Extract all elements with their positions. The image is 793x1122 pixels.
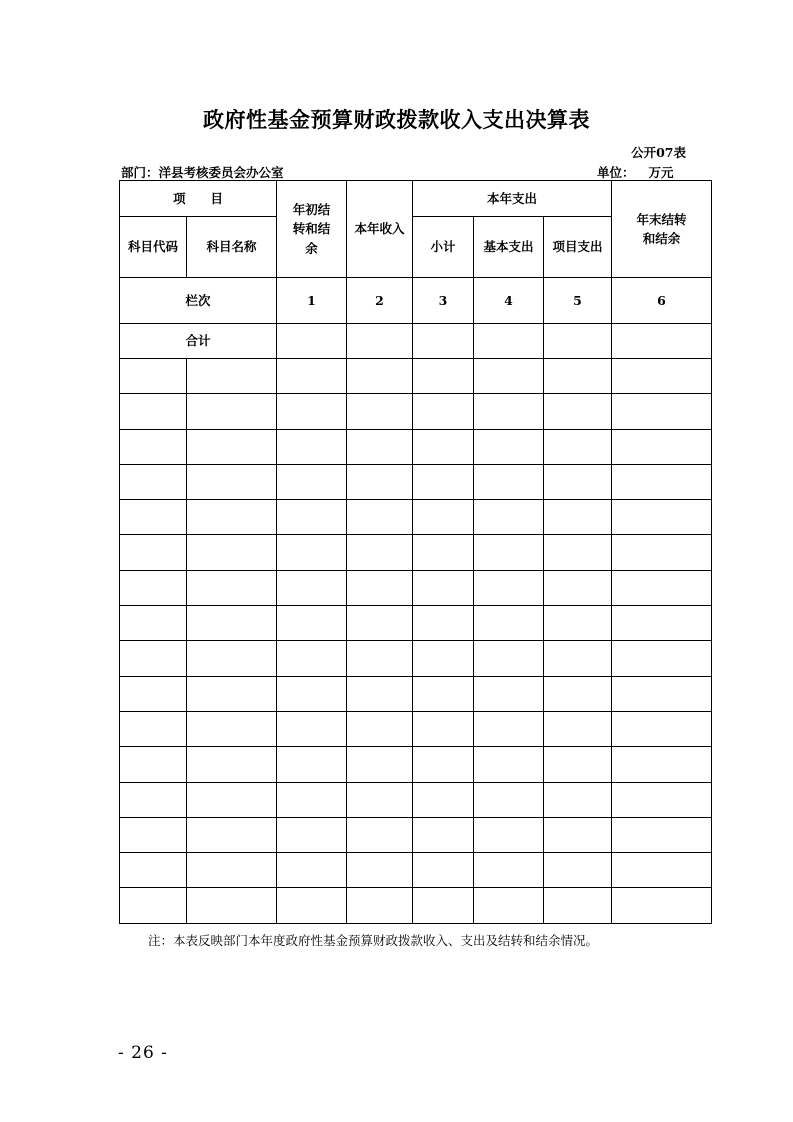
table-row [120, 464, 712, 499]
table-cell [187, 853, 277, 888]
table-cell [187, 535, 277, 570]
table-cell [413, 394, 474, 429]
unit-label [597, 163, 674, 181]
table-cell [544, 888, 612, 923]
table-cell [347, 853, 413, 888]
table-cell [544, 500, 612, 535]
table-cell [347, 817, 413, 852]
table-row [120, 570, 712, 605]
table-cell [347, 500, 413, 535]
table-cell [612, 500, 712, 535]
table-cell [120, 853, 187, 888]
table-cell [277, 570, 347, 605]
table-cell [612, 641, 712, 676]
table-cell [277, 606, 347, 641]
table-cell [347, 711, 413, 746]
header-project: 项目支出 [544, 217, 612, 278]
header-expenditure: 本年支出 [413, 181, 612, 217]
table-cell [612, 888, 712, 923]
table-cell [474, 817, 544, 852]
table-cell [544, 606, 612, 641]
table-row [120, 817, 712, 852]
table-cell [347, 570, 413, 605]
budget-table [119, 180, 712, 924]
table-cell [474, 711, 544, 746]
table-cell [413, 782, 474, 817]
table-row [120, 429, 712, 464]
table-cell [347, 429, 413, 464]
table-cell [544, 324, 612, 359]
table-cell [612, 535, 712, 570]
table-cell [277, 711, 347, 746]
table-cell [120, 676, 187, 711]
table-row [120, 641, 712, 676]
column-number: 5 [544, 278, 612, 324]
table-cell [612, 464, 712, 499]
table-cell [120, 606, 187, 641]
column-number: 6 [612, 278, 712, 324]
header-row-1 [120, 181, 712, 217]
table-cell [277, 817, 347, 852]
table-cell [120, 817, 187, 852]
column-number: 4 [474, 278, 544, 324]
table-cell [413, 888, 474, 923]
table-cell [120, 535, 187, 570]
table-cell [544, 817, 612, 852]
table-cell [474, 324, 544, 359]
table-cell [347, 888, 413, 923]
table-cell [612, 711, 712, 746]
table-row [120, 782, 712, 817]
page-number: - 26 - [118, 1043, 168, 1063]
table-cell [277, 535, 347, 570]
table-cell [474, 535, 544, 570]
table-cell [187, 782, 277, 817]
table-cell [347, 535, 413, 570]
table-cell [277, 782, 347, 817]
table-row [120, 747, 712, 782]
table-cell [612, 394, 712, 429]
table-cell [187, 888, 277, 923]
table-cell [187, 676, 277, 711]
table-cell [347, 324, 413, 359]
table-cell [474, 782, 544, 817]
column-number: 1 [277, 278, 347, 324]
table-cell [474, 394, 544, 429]
table-row [120, 394, 712, 429]
table-cell [187, 429, 277, 464]
table-cell [413, 853, 474, 888]
table-cell [544, 782, 612, 817]
table-cell [120, 711, 187, 746]
table-cell [187, 464, 277, 499]
table-cell [120, 570, 187, 605]
page-title: 政府性基金预算财政拨款收入支出决算表 [203, 107, 590, 132]
column-number: 2 [347, 278, 413, 324]
table-row [120, 711, 712, 746]
table-cell [413, 464, 474, 499]
table-cell [474, 676, 544, 711]
header-income: 本年收入 [347, 181, 413, 278]
header-closing-balance: 年末结转和结余 [612, 181, 712, 278]
table-cell [347, 394, 413, 429]
table-cell [347, 747, 413, 782]
table-cell [120, 394, 187, 429]
table-cell [187, 394, 277, 429]
table-cell [347, 464, 413, 499]
table-cell [187, 500, 277, 535]
table-cell [347, 606, 413, 641]
table-cell [413, 641, 474, 676]
table-cell [612, 853, 712, 888]
table-cell [120, 464, 187, 499]
header-basic: 基本支出 [474, 217, 544, 278]
table-cell [474, 853, 544, 888]
table-cell [120, 429, 187, 464]
table-note: 注：本表反映部门本年度政府性基金预算财政拨款收入、支出及结转和结余情况。 [148, 933, 599, 948]
table-cell [544, 535, 612, 570]
table-cell [277, 464, 347, 499]
table-cell [187, 747, 277, 782]
table-cell [277, 888, 347, 923]
table-cell [544, 747, 612, 782]
table-cell [347, 359, 413, 394]
table-cell [413, 817, 474, 852]
table-cell [612, 324, 712, 359]
table-cell [413, 606, 474, 641]
table-cell [612, 429, 712, 464]
table-cell [187, 570, 277, 605]
table-cell [544, 641, 612, 676]
table-row [120, 359, 712, 394]
column-number-row [120, 278, 712, 324]
header-subtotal: 小计 [413, 217, 474, 278]
table-cell [120, 782, 187, 817]
table-cell [187, 641, 277, 676]
table-cell [277, 641, 347, 676]
table-cell [413, 535, 474, 570]
table-cell [187, 711, 277, 746]
header-item: 项 目 [120, 181, 277, 217]
table-row [120, 500, 712, 535]
unit-label-text: 单位： [597, 165, 635, 180]
table-cell [544, 853, 612, 888]
table-cell [413, 429, 474, 464]
table-cell [612, 782, 712, 817]
table-cell [474, 641, 544, 676]
table-cell [277, 359, 347, 394]
table-cell [544, 464, 612, 499]
table-cell [187, 359, 277, 394]
table-cell [277, 853, 347, 888]
table-cell [544, 570, 612, 605]
table-cell [120, 359, 187, 394]
table-cell [120, 747, 187, 782]
table-cell [612, 606, 712, 641]
table-cell [612, 359, 712, 394]
table-cell [277, 676, 347, 711]
table-cell [120, 888, 187, 923]
table-cell [413, 359, 474, 394]
table-cell [544, 394, 612, 429]
unit-value: 万元 [648, 165, 674, 180]
department-label: 部门：洋县考核委员会办公室 [121, 165, 284, 180]
table-cell [277, 747, 347, 782]
total-label: 合计 [120, 324, 277, 359]
table-cell [474, 747, 544, 782]
table-cell [474, 429, 544, 464]
header-opening-balance: 年初结转和结余 [277, 181, 347, 278]
table-cell [474, 570, 544, 605]
table-cell [544, 676, 612, 711]
total-row [120, 324, 712, 359]
table-cell [413, 711, 474, 746]
table-cell [612, 817, 712, 852]
table-cell [187, 606, 277, 641]
table-cell [347, 782, 413, 817]
table-row [120, 606, 712, 641]
header-name: 科目名称 [187, 217, 277, 278]
table-cell [474, 500, 544, 535]
table-cell [474, 888, 544, 923]
table-row [120, 888, 712, 923]
table-row [120, 853, 712, 888]
table-cell [413, 500, 474, 535]
table-cell [120, 641, 187, 676]
table-cell [612, 570, 712, 605]
table-cell [544, 359, 612, 394]
table-cell [120, 500, 187, 535]
table-cell [277, 394, 347, 429]
table-cell [347, 641, 413, 676]
table-cell [474, 464, 544, 499]
table-cell [187, 817, 277, 852]
table-cell [277, 324, 347, 359]
table-cell [413, 676, 474, 711]
table-cell [544, 711, 612, 746]
table-cell [277, 500, 347, 535]
table-cell [413, 324, 474, 359]
table-cell [474, 606, 544, 641]
form-code: 公开07表 [631, 145, 686, 160]
table-cell [612, 676, 712, 711]
column-number: 3 [413, 278, 474, 324]
table-row [120, 535, 712, 570]
table-cell [612, 747, 712, 782]
table-cell [413, 747, 474, 782]
column-label: 栏次 [120, 278, 277, 324]
table-cell [413, 570, 474, 605]
table-cell [347, 676, 413, 711]
header-code: 科目代码 [120, 217, 187, 278]
table-cell [277, 429, 347, 464]
table-cell [544, 429, 612, 464]
table-cell [474, 359, 544, 394]
table-row [120, 676, 712, 711]
